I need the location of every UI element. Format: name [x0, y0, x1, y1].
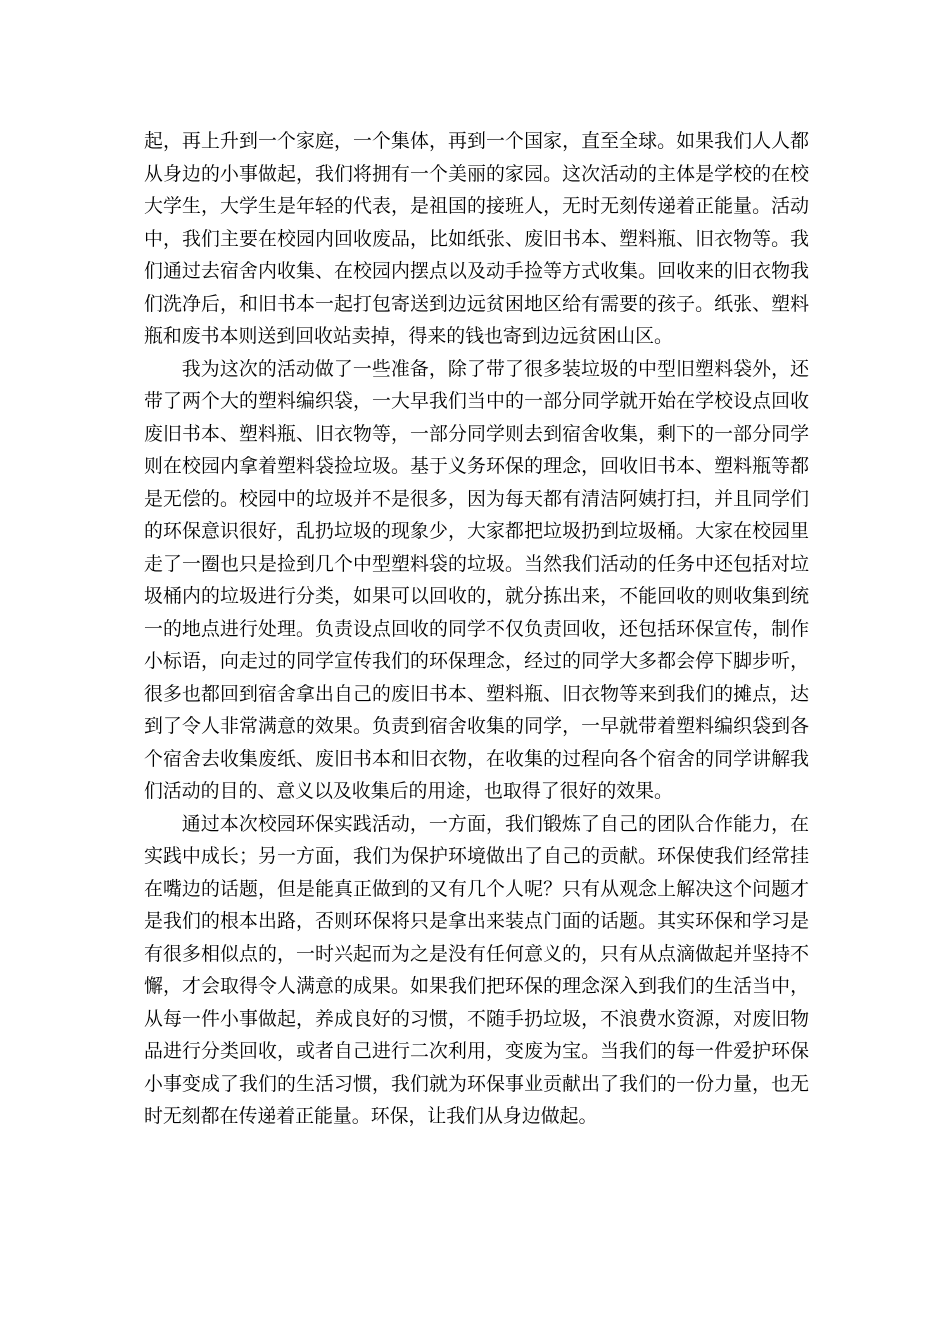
paragraph-conclusion: 通过本次校园环保实践活动，一方面，我们锻炼了自己的团队合作能力，在实践中成长；另一方面，我们为保护环境做出了自己的贡献。环保使我们经常挂在嘴边的话题，但是能真正做到的又有几个人呢？只有从观念上解决这个问题才是我们的根本出路，否则环保将只是拿出来装点门面的话题。其实环保和学习是有很多相似点的，一时兴起而为之是没有任何意义的，只有从点滴做起并坚持不懈，才会取得令人满意的成果。如果我们把环保的理念深入到我们的生活当中，从每一件小事做起，养成良好的习惯，不随手扔垃圾，不浪费水资源，对废旧物品进行分类回收，或者自己进行二次利用，变废为宝。当我们的每一件爱护环保小事变成了我们的生活习惯，我们就为环保事业贡献出了我们的一份力量，也无时无刻都在传递着正能量。环保，让我们从身边做起。 — [144, 812, 809, 1127]
paragraph-continuation: 起，再上升到一个家庭，一个集体，再到一个国家，直至全球。如果我们人人都从身边的小事做起，我们将拥有一个美丽的家园。这次活动的主体是学校的在校大学生，大学生是年轻的代表，是祖国的接班人，无时无刻传递着正能量。活动中，我们主要在校园内回收废品，比如纸张、废旧书本、塑料瓶、旧衣物等。我们通过去宿舍内收集、在校园内摆点以及动手捡等方式收集。回收来的旧衣物我们洗净后，和旧书本一起打包寄送到边远贫困地区给有需要的孩子。纸张、塑料瓶和废书本则送到回收站卖掉，得来的钱也寄到边远贫困山区。 — [144, 130, 809, 347]
document-body — [144, 125, 809, 1133]
paragraph-preparation: 我为这次的活动做了一些准备，除了带了很多装垃圾的中型旧塑料袋外，还带了两个大的塑料编织袋，一大早我们当中的一部分同学就开始在学校设点回收废旧书本、塑料瓶、旧衣物等，一部分同学则去到宿舍收集，剩下的一部分同学则在校园内拿着塑料袋捡垃圾。基于义务环保的理念，回收旧书本、塑料瓶等都是无偿的。校园中的垃圾并不是很多，因为每天都有清洁阿姨打扫，并且同学们的环保意识很好，乱扔垃圾的现象少，大家都把垃圾扔到垃圾桶。大家在校园里走了一圈也只是捡到几个中型塑料袋的垃圾。当然我们活动的任务中还包括对垃圾桶内的垃圾进行分类，如果可以回收的，就分拣出来，不能回收的则收集到统一的地点进行处理。负责设点回收的同学不仅负责回收，还包括环保宣传，制作小标语，向走过的同学宣传我们的环保理念，经过的同学大多都会停下脚步听，很多也都回到宿舍拿出自己的废旧书本、塑料瓶、旧衣物等来到我们的摊点，达到了令人非常满意的效果。负责到宿舍收集的同学，一早就带着塑料编织袋到各个宿舍去收集废纸、废旧书本和旧衣物，在收集的过程向各个宿舍的同学讲解我们活动的目的、意义以及收集后的用途，也取得了很好的效果。 — [144, 357, 809, 802]
